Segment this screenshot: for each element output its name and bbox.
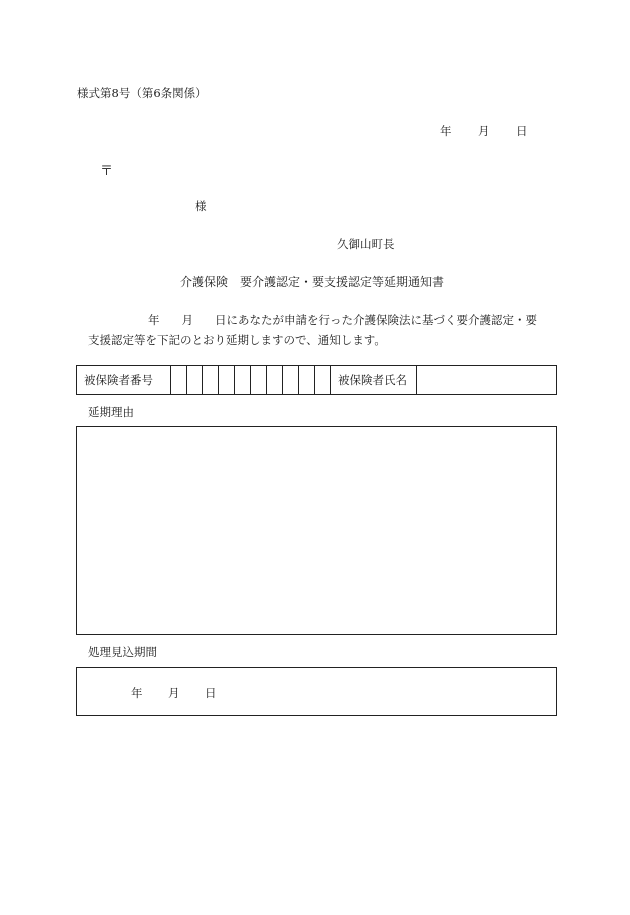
processing-period-label: 処理見込期間 (88, 645, 157, 659)
issuer-name: 久御山町長 (337, 237, 395, 251)
postal-mark: 〒 (100, 164, 114, 179)
reason-field[interactable] (76, 426, 557, 635)
insured-number-digit-3[interactable] (203, 366, 219, 395)
insured-number-digit-2[interactable] (187, 366, 203, 395)
recipient-honorific: 様 (195, 199, 207, 213)
insured-number-label: 被保険者番号 (77, 366, 171, 395)
notice-body-line-2: 支援認定等を下記のとおり延期しますので、通知します。 (88, 333, 386, 347)
issue-date-day: 日 (516, 124, 528, 138)
notice-body (88, 310, 537, 350)
period-month: 月 (168, 686, 180, 700)
period-day: 日 (205, 686, 217, 700)
body-year: 年 (148, 313, 160, 327)
body-line1-rest: 日にあなたが申請を行った介護保険法に基づく要介護認定・要 (215, 313, 537, 327)
insured-name-field[interactable] (417, 366, 557, 395)
insured-number-digit-7[interactable] (267, 366, 283, 395)
issue-date-year: 年 (440, 124, 452, 138)
body-month: 月 (181, 313, 193, 327)
processing-period-field[interactable] (76, 667, 557, 716)
document-title: 介護保険 要介護認定・要支援認定等延期通知書 (180, 275, 445, 289)
insured-info-table (76, 365, 557, 395)
insured-number-digit-8[interactable] (283, 366, 299, 395)
insured-number-digit-10[interactable] (315, 366, 331, 395)
insured-number-digit-1[interactable] (171, 366, 187, 395)
insured-number-digit-5[interactable] (235, 366, 251, 395)
insured-name-label: 被保険者氏名 (331, 366, 417, 395)
insured-number-digit-6[interactable] (251, 366, 267, 395)
processing-period-date (131, 685, 217, 701)
insured-number-digit-9[interactable] (299, 366, 315, 395)
period-year: 年 (131, 686, 143, 700)
issue-date-month: 月 (478, 124, 490, 138)
form-number: 様式第8号（第6条関係） (77, 86, 207, 100)
insured-number-digit-4[interactable] (219, 366, 235, 395)
notice-body-line-1 (88, 310, 537, 330)
issue-date (440, 123, 528, 139)
reason-label: 延期理由 (88, 405, 134, 419)
